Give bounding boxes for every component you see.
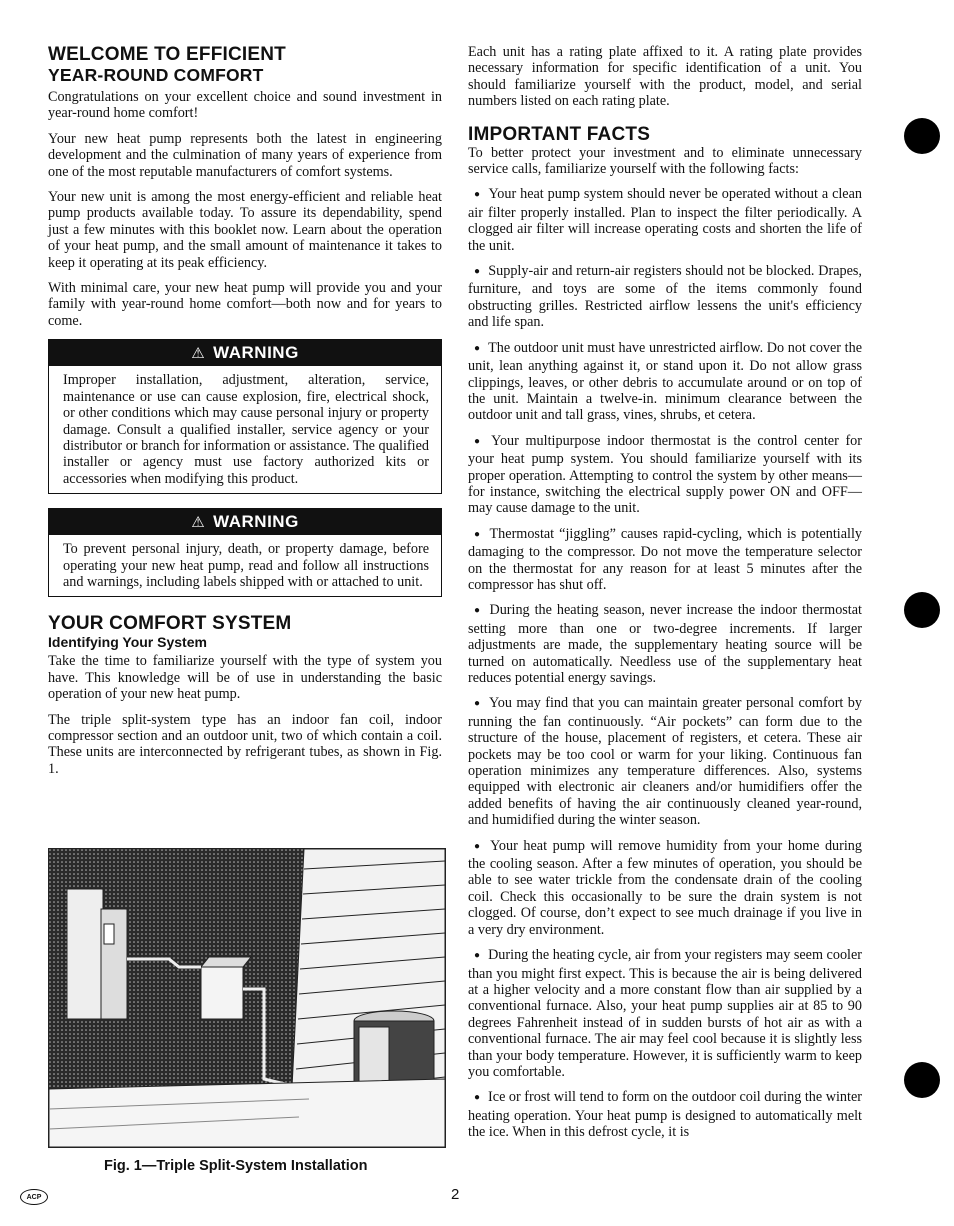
warning-label-2: WARNING	[213, 512, 299, 532]
binder-hole-3	[904, 1062, 940, 1098]
left-column	[48, 44, 442, 786]
house-illustration	[49, 849, 445, 1147]
split-system-figure	[48, 848, 446, 1148]
fact-bullet-4: ● Your multipurpose indoor thermostat is the control center for your heat pump system. You should familiarize yourself with its proper operation. Attempting to control the system by other means—for instance, switching the electrical supply power ON and OFF—may cause damage to the unit.	[468, 433, 862, 517]
comfort-paragraph-2: The triple split-system type has an indoor fan coil, indoor compressor section and an outdoor unit, two of which contain a coil. These units are interconnected by refrigerant tubes, as shown in Fig. 1.	[48, 711, 442, 777]
warning-text-2: To prevent personal injury, death, or property damage, before operating your new heat pump, read and follow all instructions and warnings, including labels shipped with or attached to unit.	[63, 541, 429, 590]
intro-paragraph-4: With minimal care, your new heat pump will provide you and your family with year-round home comfort—both now and for years to come.	[48, 280, 442, 329]
comfort-paragraph-1: Take the time to familiarize yourself with the type of system you have. This knowledge will be of use in understanding the basic operation of your new heat pump.	[48, 653, 442, 703]
figure-caption: Fig. 1—Triple Split-System Installation	[104, 1158, 368, 1174]
warning-header-1	[49, 340, 441, 366]
facts-intro: To better protect your investment and to eliminate unnecessary service calls, familiarize yourself with the following facts:	[468, 144, 862, 178]
warning-box-1	[48, 339, 442, 494]
identifying-system-subtitle: Identifying Your System	[48, 634, 207, 651]
right-column	[468, 44, 862, 1150]
binder-hole-1	[904, 118, 940, 154]
warning-header-2	[49, 509, 441, 535]
important-facts-title: IMPORTANT FACTS	[468, 123, 651, 145]
company-logo: ACP	[20, 1189, 48, 1205]
fact-bullet-1: ● Your heat pump system should never be operated without a clean air filter properly installed. Plan to inspect the filter periodically. A clogged air filter will increase operating costs and shorten the life of the unit.	[468, 186, 862, 254]
binder-hole-2	[904, 592, 940, 628]
warning-triangle-icon: ⚠	[191, 345, 206, 363]
fact-bullet-10: ● Ice or frost will tend to form on the outdoor coil during the winter heating operation. Your heat pump is designed to automatically melt the ice. When in this defrost cycle, it is	[468, 1089, 862, 1140]
page-number: 2	[451, 1186, 460, 1203]
welcome-title-line-2: YEAR-ROUND COMFORT	[48, 65, 264, 85]
intro-paragraph-3: Your new unit is among the most energy-efficient and reliable heat pump products available today. To assure its dependability, spend just a few minutes with this booklet now. Learn about the operation of your heat pump, and the small amount of maintenance it takes to keep it operating at its peak efficiency.	[48, 189, 442, 271]
fact-bullet-8: ● Your heat pump will remove humidity from your home during the cooling season. After a few minutes of operation, you should be able to see water trickle from the condensate drain of the cooling coil. Check this occasionally to be sure the drain system is not clogged. Of course, don’t expect to see much drainage if you live in a very dry environment.	[468, 838, 862, 938]
fact-bullet-6: ● During the heating season, never increase the indoor thermostat setting more than one or two-degree increments. If larger adjustments are made, the supplementary heating source will be turned on automatically. Needless use of the supplementary heat reduces potential energy savings.	[468, 602, 862, 686]
fact-bullet-3: ● The outdoor unit must have unrestricted airflow. Do not cover the unit, lean anything against it, or stand upon it. Do not allow grass clippings, leaves, or other debris to accumulate around or on top of the unit. Maintain a twelve-in. minimum clearance between the outdoor unit and tall grass, vines, shrubs, et cetera.	[468, 340, 862, 424]
rating-plate-paragraph: Each unit has a rating plate affixed to it. A rating plate provides necessary information for specific identification of a unit. You should familiarize yourself with the product, model, and serial numbers listed on each rating plate.	[468, 44, 862, 110]
fact-bullet-7: ● You may find that you can maintain greater personal comfort by running the fan continuously. “Air pockets” can form due to the structure of the house, placement of registers, et cetera. These air pockets may be too cool or warm for your liking. Continuous fan operation minimizes any temperature differences. Also, systems equipped with electronic air cleaners and/or humidifiers offer the added benefits of having the air continuously cleaned year-round, and humidified during the winter season.	[468, 695, 862, 828]
comfort-system-title: YOUR COMFORT SYSTEM	[48, 613, 292, 635]
warning-label-1: WARNING	[213, 343, 299, 363]
fact-bullet-9: ● During the heating cycle, air from your registers may seem cooler than you might first expect. This is because the air is being delivered at a higher velocity and a more constant flow than air supplied by a conventional furnace. Also, your heat pump supplies air at 85 to 90 degrees Fahrenheit instead of in sudden bursts of hot air as with a conventional furnace. The air may feel cool because it is slightly less than your body temperature. However, it is sufficiently warm to keep you comfortable.	[468, 947, 862, 1080]
fact-bullet-5: ● Thermostat “jiggling” causes rapid-cycling, which is potentially damaging to the compressor. Do not move the temperature selector on the thermostat for any reason for at least 5 minutes after the compressor has shut off.	[468, 526, 862, 594]
warning-box-2	[48, 508, 442, 597]
intro-paragraph-1: Congratulations on your excellent choice and sound investment in year-round home comfort!	[48, 89, 442, 122]
welcome-title-line-1: WELCOME TO EFFICIENT	[48, 44, 286, 65]
fact-bullet-2: ● Supply-air and return-air registers should not be blocked. Drapes, furniture, and toys are some of the items commonly found obstructing grilles. Restricted airflow lessens the unit's efficiency and life span.	[468, 263, 862, 331]
warning-text-1: Improper installation, adjustment, alteration, service, maintenance or use can cause explosion, fire, electrical shock, or other conditions which may cause personal injury or property damage. Consult a qualified installer, service agency or your distributor or branch for information or assistance. The qualified installer or agency must use factory authorized kits or accessories when modifying this product.	[63, 372, 429, 487]
intro-paragraph-2: Your new heat pump represents both the latest in engineering development and the culmination of many years of experience from one of the most reputable manufacturers of comfort systems.	[48, 130, 442, 180]
warning-triangle-icon: ⚠	[191, 514, 206, 532]
